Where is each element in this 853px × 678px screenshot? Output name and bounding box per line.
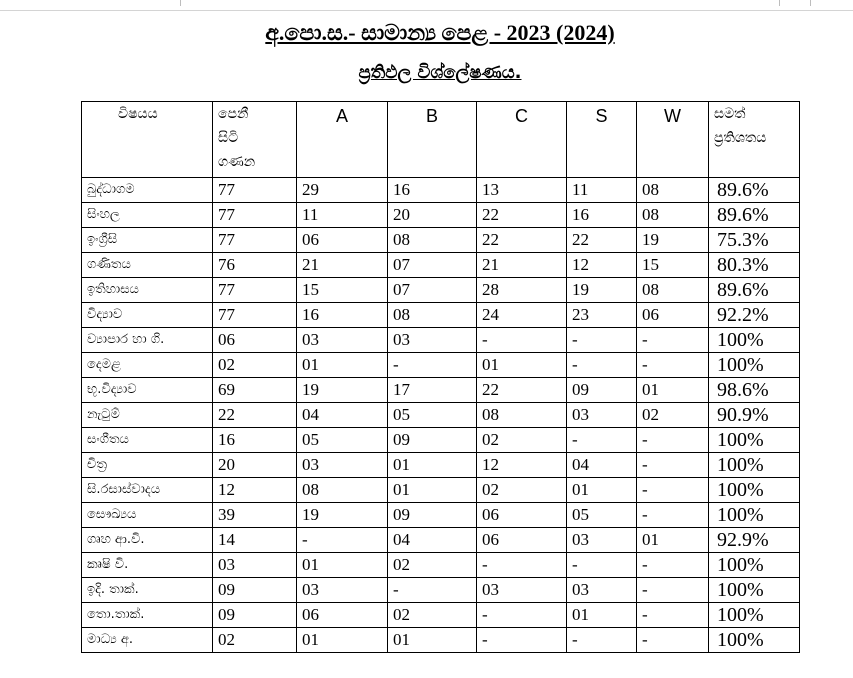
table-row [82, 203, 800, 228]
cell-sat-count: 09 [213, 578, 297, 603]
cell-grade-s: 05 [567, 503, 637, 528]
cell-grade-a: 01 [297, 628, 388, 653]
cell-grade-a: 19 [297, 378, 388, 403]
cell-grade-s: 01 [567, 603, 637, 628]
cell-grade-w: 08 [637, 278, 709, 303]
cell-grade-w: - [637, 553, 709, 578]
cell-pass-percentage: 100% [709, 503, 800, 528]
cell-grade-w: - [637, 353, 709, 378]
table-row [82, 453, 800, 478]
cell-grade-c: 03 [477, 578, 567, 603]
cell-subject: විද්‍යාව [82, 303, 213, 328]
cell-grade-b: 20 [388, 203, 477, 228]
cell-subject: දෙමළ [82, 353, 213, 378]
cell-sat-count: 14 [213, 528, 297, 553]
cell-grade-a: 21 [297, 253, 388, 278]
cell-subject: සිංහල [82, 203, 213, 228]
header-sat-line: ගණන [218, 154, 256, 170]
table-row [82, 303, 800, 328]
cell-grade-w: - [637, 578, 709, 603]
cell-grade-s: - [567, 328, 637, 353]
cell-pass-percentage: 89.6% [709, 178, 800, 203]
cell-grade-w: 01 [637, 378, 709, 403]
cell-subject: බුද්ධාගම [82, 178, 213, 203]
cell-subject: තො.තාක්. [82, 603, 213, 628]
header-grade-w: W [637, 102, 709, 178]
cell-pass-percentage: 90.9% [709, 403, 800, 428]
cell-grade-s: - [567, 553, 637, 578]
cell-grade-a: 06 [297, 603, 388, 628]
cell-grade-a: 01 [297, 353, 388, 378]
cell-sat-count: 12 [213, 478, 297, 503]
cell-sat-count: 77 [213, 203, 297, 228]
cell-grade-s: 12 [567, 253, 637, 278]
cell-grade-a: 05 [297, 428, 388, 453]
cell-grade-a: 03 [297, 328, 388, 353]
header-grade-a: A [297, 102, 388, 178]
cell-grade-w: 15 [637, 253, 709, 278]
cell-grade-w: 08 [637, 178, 709, 203]
cell-grade-a: 19 [297, 503, 388, 528]
table-row [82, 228, 800, 253]
table-row [82, 553, 800, 578]
cell-grade-a: 29 [297, 178, 388, 203]
cell-grade-c: 01 [477, 353, 567, 378]
cell-grade-c: 22 [477, 203, 567, 228]
cell-sat-count: 02 [213, 628, 297, 653]
cell-grade-c: 28 [477, 278, 567, 303]
header-pass-line: සමත් [714, 106, 746, 122]
cell-grade-c: - [477, 603, 567, 628]
cell-grade-b: 05 [388, 403, 477, 428]
table-header-row [82, 102, 800, 178]
table-row [82, 403, 800, 428]
cell-grade-s: 03 [567, 403, 637, 428]
cell-grade-a: 15 [297, 278, 388, 303]
cell-grade-a: 03 [297, 453, 388, 478]
table-row [82, 578, 800, 603]
cell-grade-b: 01 [388, 628, 477, 653]
cell-subject: ගෘහ ආ.වි. [82, 528, 213, 553]
table-row [82, 378, 800, 403]
cell-subject: නැටුම් [82, 403, 213, 428]
cell-grade-c: 08 [477, 403, 567, 428]
header-pass-line: ප්‍රතිශතය [714, 130, 767, 146]
cell-grade-w: - [637, 453, 709, 478]
cell-pass-percentage: 100% [709, 428, 800, 453]
cell-grade-c: 21 [477, 253, 567, 278]
header-grade-b: B [388, 102, 477, 178]
cell-grade-b: 03 [388, 328, 477, 353]
table-row [82, 478, 800, 503]
cell-grade-c: 22 [477, 378, 567, 403]
cell-grade-s: 16 [567, 203, 637, 228]
cell-grade-s: 22 [567, 228, 637, 253]
cell-grade-b: 17 [388, 378, 477, 403]
cell-grade-a: 04 [297, 403, 388, 428]
cell-grade-w: - [637, 628, 709, 653]
cell-grade-s: 11 [567, 178, 637, 203]
cell-subject: චිත්‍ර [82, 453, 213, 478]
header-grade-s: S [567, 102, 637, 178]
cell-grade-a: 11 [297, 203, 388, 228]
cell-subject: ඉතිහාසය [82, 278, 213, 303]
cell-grade-c: 12 [477, 453, 567, 478]
cell-grade-b: 08 [388, 303, 477, 328]
document-subtitle: ප්‍රතිඵල විශ්ලේෂණය. [358, 62, 522, 83]
cell-grade-b: 16 [388, 178, 477, 203]
cell-grade-w: 19 [637, 228, 709, 253]
cell-grade-w: - [637, 428, 709, 453]
cell-pass-percentage: 100% [709, 353, 800, 378]
cell-grade-s: 03 [567, 578, 637, 603]
cell-grade-b: - [388, 578, 477, 603]
cell-grade-c: 06 [477, 528, 567, 553]
cell-grade-b: 07 [388, 278, 477, 303]
cell-subject: කෘෂි වි. [82, 553, 213, 578]
cell-sat-count: 09 [213, 603, 297, 628]
browser-top-edge [0, 0, 853, 11]
cell-grade-s: 23 [567, 303, 637, 328]
cell-grade-w: - [637, 478, 709, 503]
cell-grade-s: 19 [567, 278, 637, 303]
table-row [82, 503, 800, 528]
cell-sat-count: 20 [213, 453, 297, 478]
header-pass-percentage [709, 102, 800, 178]
cell-grade-b: 09 [388, 503, 477, 528]
cell-subject: සෞඛ්‍යය [82, 503, 213, 528]
table-row [82, 628, 800, 653]
cell-sat-count: 77 [213, 278, 297, 303]
toolbar-separator [810, 0, 811, 6]
cell-grade-w: - [637, 328, 709, 353]
cell-grade-s: - [567, 428, 637, 453]
cell-grade-a: 08 [297, 478, 388, 503]
cell-grade-w: 06 [637, 303, 709, 328]
header-sat-line: පෙනී [218, 106, 249, 122]
header-grade-c: C [477, 102, 567, 178]
cell-sat-count: 22 [213, 403, 297, 428]
cell-pass-percentage: 100% [709, 603, 800, 628]
table-row [82, 328, 800, 353]
table-row [82, 528, 800, 553]
cell-sat-count: 03 [213, 553, 297, 578]
cell-grade-w: 08 [637, 203, 709, 228]
table-row [82, 428, 800, 453]
cell-sat-count: 77 [213, 228, 297, 253]
cell-sat-count: 77 [213, 178, 297, 203]
cell-grade-c: 13 [477, 178, 567, 203]
cell-grade-a: 06 [297, 228, 388, 253]
cell-grade-a: - [297, 528, 388, 553]
cell-grade-c: 24 [477, 303, 567, 328]
cell-grade-c: 02 [477, 478, 567, 503]
cell-subject: සි.රසාස්වාදය [82, 478, 213, 503]
cell-pass-percentage: 98.6% [709, 378, 800, 403]
header-sat-count [213, 102, 297, 178]
cell-grade-s: 01 [567, 478, 637, 503]
cell-pass-percentage: 100% [709, 628, 800, 653]
cell-grade-w: - [637, 603, 709, 628]
cell-subject: ගණිතය [82, 253, 213, 278]
cell-grade-s: 09 [567, 378, 637, 403]
cell-grade-s: - [567, 353, 637, 378]
cell-grade-s: - [567, 628, 637, 653]
cell-grade-a: 01 [297, 553, 388, 578]
cell-grade-a: 16 [297, 303, 388, 328]
cell-subject: ඉංග්‍රීසි [82, 228, 213, 253]
cell-sat-count: 76 [213, 253, 297, 278]
document-title: අ.පො.ස.- සාමාන්‍ය පෙළ - 2023 (2024) [265, 20, 615, 45]
cell-pass-percentage: 100% [709, 328, 800, 353]
header-sat-line: සිටි [218, 130, 239, 146]
cell-subject: ව්‍යාපාර හා ගි. [82, 328, 213, 353]
cell-subject: මාධ්‍ය අ. [82, 628, 213, 653]
toolbar-separator [180, 0, 181, 6]
cell-grade-b: 01 [388, 478, 477, 503]
cell-pass-percentage: 89.6% [709, 203, 800, 228]
cell-sat-count: 77 [213, 303, 297, 328]
cell-grade-b: 04 [388, 528, 477, 553]
cell-grade-b: 02 [388, 603, 477, 628]
toolbar-separator [779, 0, 780, 6]
cell-sat-count: 39 [213, 503, 297, 528]
cell-grade-b: 07 [388, 253, 477, 278]
cell-sat-count: 16 [213, 428, 297, 453]
cell-sat-count: 69 [213, 378, 297, 403]
cell-sat-count: 06 [213, 328, 297, 353]
cell-grade-b: 08 [388, 228, 477, 253]
cell-grade-c: - [477, 328, 567, 353]
table-row [82, 603, 800, 628]
cell-pass-percentage: 92.9% [709, 528, 800, 553]
table-row [82, 178, 800, 203]
cell-grade-b: 02 [388, 553, 477, 578]
cell-subject: සංගීතය [82, 428, 213, 453]
cell-pass-percentage: 100% [709, 578, 800, 603]
header-subject: විෂයය [82, 102, 213, 178]
cell-grade-c: 22 [477, 228, 567, 253]
table-row [82, 353, 800, 378]
cell-grade-w: 01 [637, 528, 709, 553]
cell-grade-a: 03 [297, 578, 388, 603]
cell-grade-s: 04 [567, 453, 637, 478]
cell-grade-c: - [477, 553, 567, 578]
cell-pass-percentage: 75.3% [709, 228, 800, 253]
cell-pass-percentage: 100% [709, 553, 800, 578]
cell-grade-w: - [637, 503, 709, 528]
cell-grade-w: 02 [637, 403, 709, 428]
cell-grade-b: - [388, 353, 477, 378]
cell-grade-b: 01 [388, 453, 477, 478]
cell-pass-percentage: 100% [709, 478, 800, 503]
cell-pass-percentage: 80.3% [709, 253, 800, 278]
cell-grade-c: 02 [477, 428, 567, 453]
cell-subject: භූ.විද්‍යාව [82, 378, 213, 403]
cell-pass-percentage: 92.2% [709, 303, 800, 328]
cell-grade-b: 09 [388, 428, 477, 453]
table-row [82, 253, 800, 278]
results-table [81, 101, 800, 653]
cell-pass-percentage: 89.6% [709, 278, 800, 303]
table-row [82, 278, 800, 303]
cell-pass-percentage: 100% [709, 453, 800, 478]
cell-grade-c: 06 [477, 503, 567, 528]
cell-grade-c: - [477, 628, 567, 653]
cell-sat-count: 02 [213, 353, 297, 378]
cell-subject: ඉදි. තාක්. [82, 578, 213, 603]
cell-grade-s: 03 [567, 528, 637, 553]
